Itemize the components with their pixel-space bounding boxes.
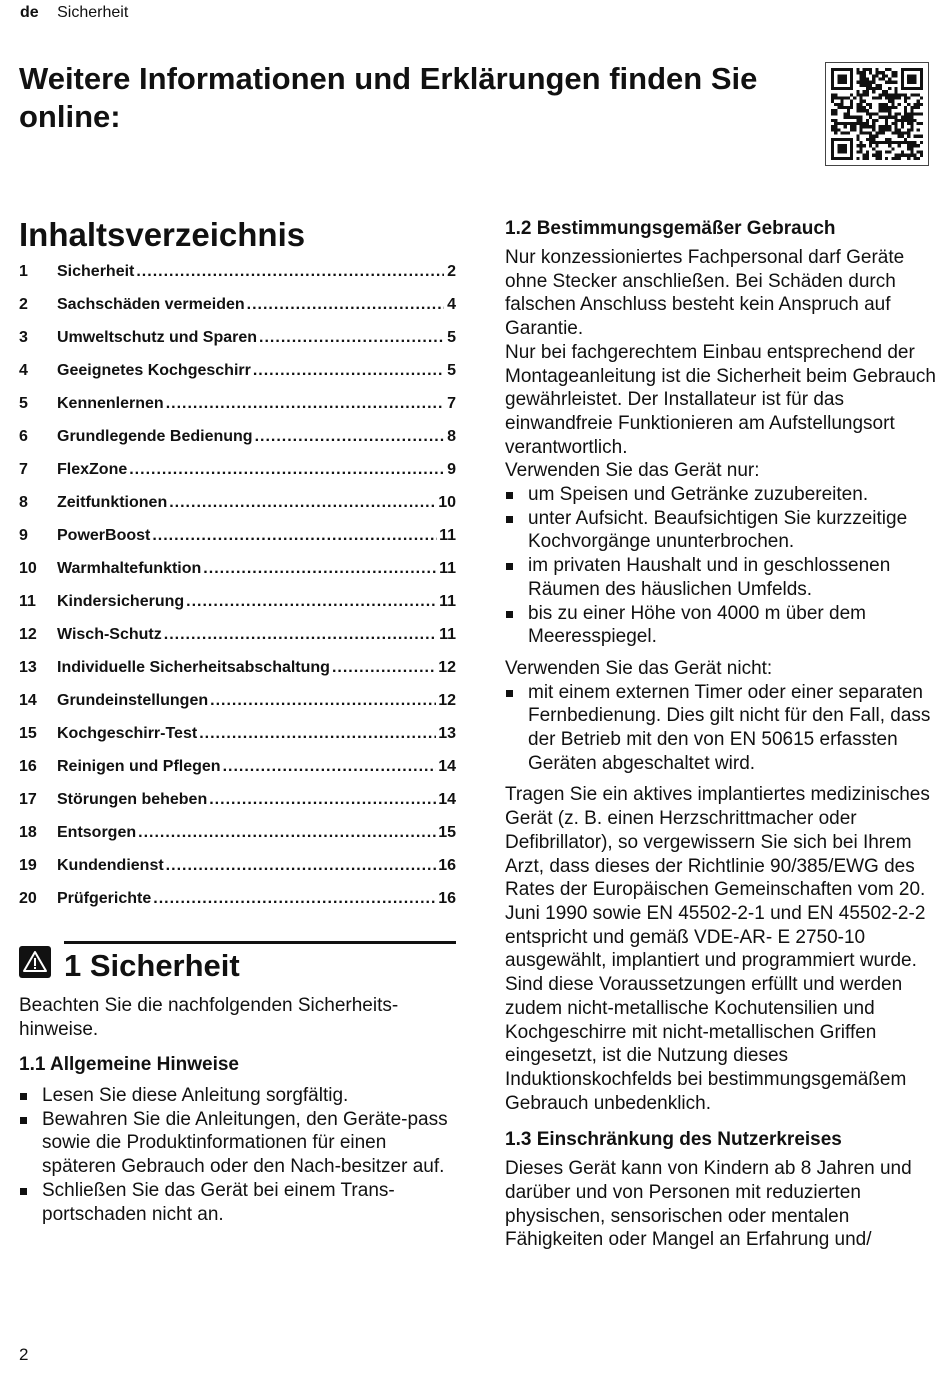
list-item: Schließen Sie das Gerät bei einem Trans-portschaden nicht an. xyxy=(19,1179,456,1226)
online-info-title: Weitere Informationen und Erklärungen finden Sie online: xyxy=(19,61,758,134)
header-section: Sicherheit xyxy=(57,4,129,21)
toc-leader xyxy=(166,395,444,413)
toc-number: 10 xyxy=(19,560,37,577)
toc-row[interactable] xyxy=(19,527,456,560)
list-item: im privaten Haushalt und in geschlossenen Räumen des häuslichen Umfelds. xyxy=(505,554,945,601)
toc-page: 4 xyxy=(447,296,456,313)
toc-leader xyxy=(153,890,436,908)
page-number: 2 xyxy=(19,1345,29,1364)
toc-number: 20 xyxy=(19,890,37,907)
toc-page: 13 xyxy=(438,725,456,742)
toc-leader xyxy=(259,329,444,347)
toc-page: 10 xyxy=(438,494,456,511)
toc-label[interactable]: Grundlegende Bedienung xyxy=(57,428,253,445)
subsection-title-intended-use: 1.2 Bestimmungsgemäßer Gebrauch xyxy=(505,218,836,239)
toc-page: 11 xyxy=(439,593,456,610)
toc-row[interactable] xyxy=(19,758,456,791)
toc-label[interactable]: Warmhaltefunktion xyxy=(57,560,202,577)
toc-number: 4 xyxy=(19,362,28,379)
toc-leader xyxy=(210,692,436,710)
toc-row[interactable] xyxy=(19,461,456,494)
language-code: de xyxy=(20,4,39,21)
toc-number: 16 xyxy=(19,758,37,775)
toc-number: 12 xyxy=(19,626,37,643)
list-item: mit einem externen Timer oder einer separaten Fernbedienung. Dies gilt nicht für den Fall, dass der Betrieb mit den von EN 50615 erfassten Geräten abgeschaltet wird. xyxy=(505,681,945,776)
subsection-title-general: 1.1 Allgemeine Hinweise xyxy=(19,1054,239,1075)
toc-page: 12 xyxy=(438,692,456,709)
toc-leader xyxy=(253,362,444,380)
toc-label[interactable]: Kochgeschirr-Test xyxy=(57,725,198,742)
toc-leader xyxy=(136,263,444,281)
toc-page: 14 xyxy=(438,758,456,775)
toc-page: 16 xyxy=(438,857,456,874)
toc-number: 17 xyxy=(19,791,37,808)
toc-leader xyxy=(209,791,436,809)
prohibited-use-list xyxy=(505,681,945,776)
toc-label[interactable]: FlexZone xyxy=(57,461,128,478)
toc-row[interactable] xyxy=(19,692,456,725)
toc-number: 19 xyxy=(19,857,37,874)
paragraph: Nur bei fachgerechtem Einbau entsprechend der Montageanleitung ist die Sicherheit beim Gebrauch gewährleistet. Der Installateur ist für das einwandfreie Funktionieren am Aufstellungsort verantwortlich. xyxy=(505,341,936,458)
toc-label[interactable]: PowerBoost xyxy=(57,527,151,544)
toc-page: 11 xyxy=(439,527,456,544)
toc-number: 14 xyxy=(19,692,37,709)
toc-label[interactable]: Kindersicherung xyxy=(57,593,185,610)
toc-page: 2 xyxy=(447,263,456,280)
toc-row[interactable] xyxy=(19,296,456,329)
toc-number: 13 xyxy=(19,659,37,676)
toc-label[interactable]: Prüfgerichte xyxy=(57,890,152,907)
subsection-title-user-restriction: 1.3 Einschränkung des Nutzerkreises xyxy=(505,1129,842,1151)
toc-leader xyxy=(138,824,436,842)
general-notes-list xyxy=(19,1084,456,1226)
toc-row[interactable] xyxy=(19,560,456,593)
toc-number: 7 xyxy=(19,461,28,478)
toc-label[interactable]: Entsorgen xyxy=(57,824,137,841)
toc-leader xyxy=(199,725,436,743)
toc-page: 12 xyxy=(438,659,456,676)
section-title: 1 Sicherheit xyxy=(64,948,240,983)
toc-leader xyxy=(332,659,436,677)
toc-label[interactable]: Geeignetes Kochgeschirr xyxy=(57,362,251,379)
toc-number: 2 xyxy=(19,296,28,313)
toc-row[interactable] xyxy=(19,824,456,857)
toc-label[interactable]: Wisch-Schutz xyxy=(57,626,162,643)
toc-page: 16 xyxy=(438,890,456,907)
toc-leader xyxy=(129,461,444,479)
list-item: bis zu einer Höhe von 4000 m über dem Meeresspiegel. xyxy=(505,602,945,649)
toc-label[interactable]: Störungen beheben xyxy=(57,791,208,808)
toc-page: 15 xyxy=(438,824,456,841)
toc-row[interactable] xyxy=(19,362,456,395)
toc-leader xyxy=(169,494,436,512)
toc-label[interactable]: Individuelle Sicherheitsabschaltung xyxy=(57,659,330,676)
toc-leader xyxy=(164,626,437,644)
warning-icon xyxy=(19,946,51,978)
toc-page: 9 xyxy=(447,461,456,478)
toc-number: 8 xyxy=(19,494,28,511)
toc-number: 18 xyxy=(19,824,37,841)
toc-leader xyxy=(166,857,437,875)
toc-number: 1 xyxy=(19,263,28,280)
paragraph: Verwenden Sie das Gerät nur: xyxy=(505,460,760,482)
toc-label[interactable]: Umweltschutz und Sparen xyxy=(57,329,258,346)
toc-number: 9 xyxy=(19,527,28,544)
toc-label[interactable]: Grundeinstellungen xyxy=(57,692,209,709)
toc-label[interactable]: Sicherheit xyxy=(57,263,135,280)
list-item: Bewahren Sie die Anleitungen, den Geräte-pass sowie die Produktinformationen für einen späteren Gebrauch oder den Nach-besitzer auf. xyxy=(19,1108,456,1179)
list-item: um Speisen und Getränke zuzubereiten. xyxy=(505,483,945,507)
toc-row[interactable] xyxy=(19,263,456,296)
allowed-use-list xyxy=(505,483,945,649)
toc-row[interactable] xyxy=(19,890,456,923)
toc-label[interactable]: Kennenlernen xyxy=(57,395,164,412)
page-header xyxy=(20,4,128,22)
toc-title: Inhaltsverzeichnis xyxy=(19,216,306,253)
section-rule xyxy=(64,941,456,944)
toc-label[interactable]: Kundendienst xyxy=(57,857,164,874)
toc-leader xyxy=(223,758,437,776)
toc-leader xyxy=(186,593,437,611)
paragraph: Nur konzessioniertes Fachpersonal darf Geräte ohne Stecker anschließen. Bei Schäden durch falschen Anschluss besteht kein Anspruch auf Garantie. xyxy=(505,247,905,340)
toc-page: 5 xyxy=(447,362,456,379)
toc-row[interactable] xyxy=(19,725,456,758)
toc-number: 3 xyxy=(19,329,28,346)
toc-row[interactable] xyxy=(19,593,456,626)
toc-row[interactable] xyxy=(19,626,456,659)
section-intro: Beachten Sie die nachfolgenden Sicherheits-hinweise. xyxy=(19,995,399,1040)
toc-row[interactable] xyxy=(19,395,456,428)
table-of-contents xyxy=(19,263,456,923)
toc-row[interactable] xyxy=(19,791,456,824)
toc-page: 11 xyxy=(439,626,456,643)
paragraph: Tragen Sie ein aktives implantiertes medizinisches Gerät (z. B. einen Herzschrittmacher oder Defibrillator), so vergewissern Sie sich bei Ihrem Arzt, dass dieses der Richtlinie 90/385/EWG des Rates der Europäischen Gemeinschaften vom 20. Juni 1990 sowie EN 45502-2-1 und EN 45502-2-2 entspricht und gemäß VDE-AR- E 2750-10 ausgewählt, implantiert und programmiert wurde. Sind diese Voraussetzungen erfüllt und werden zudem nicht-metallische Kochutensilien und Kochgeschirre mit nicht-metallischen Griffen eingesetzt, ist die Nutzung dieses Induktionskochfelds bei bestimmungsgemäßem Gebrauch unbedenklich. xyxy=(505,784,930,1114)
toc-number: 15 xyxy=(19,725,37,742)
toc-leader xyxy=(152,527,437,545)
paragraph: Dieses Gerät kann von Kindern ab 8 Jahren und darüber und von Personen mit reduzierten physischen, sensorischen oder mentalen Fähigkeiten oder Mangel an Erfahrung und/ xyxy=(505,1158,912,1251)
toc-row[interactable] xyxy=(19,494,456,527)
list-item: Lesen Sie diese Anleitung sorgfältig. xyxy=(19,1084,456,1108)
toc-leader xyxy=(255,428,444,446)
list-item: unter Aufsicht. Beaufsichtigen Sie kurzzeitige Kochvorgänge ununterbrochen. xyxy=(505,507,945,554)
toc-page: 11 xyxy=(439,560,456,577)
toc-leader xyxy=(203,560,437,578)
qr-code xyxy=(825,62,929,166)
toc-page: 7 xyxy=(447,395,456,412)
toc-leader xyxy=(247,296,444,314)
toc-page: 14 xyxy=(438,791,456,808)
toc-number: 5 xyxy=(19,395,28,412)
right-column xyxy=(505,218,945,1252)
toc-page: 5 xyxy=(447,329,456,346)
toc-page: 8 xyxy=(447,428,456,445)
toc-number: 6 xyxy=(19,428,28,445)
toc-label[interactable]: Zeitfunktionen xyxy=(57,494,168,511)
toc-row[interactable] xyxy=(19,329,456,362)
toc-number: 11 xyxy=(19,593,36,610)
toc-label[interactable]: Sachschäden vermeiden xyxy=(57,296,245,313)
toc-row[interactable] xyxy=(19,428,456,461)
toc-row[interactable] xyxy=(19,659,456,692)
toc-row[interactable] xyxy=(19,857,456,890)
paragraph: Verwenden Sie das Gerät nicht: xyxy=(505,657,773,679)
toc-label[interactable]: Reinigen und Pflegen xyxy=(57,758,221,775)
